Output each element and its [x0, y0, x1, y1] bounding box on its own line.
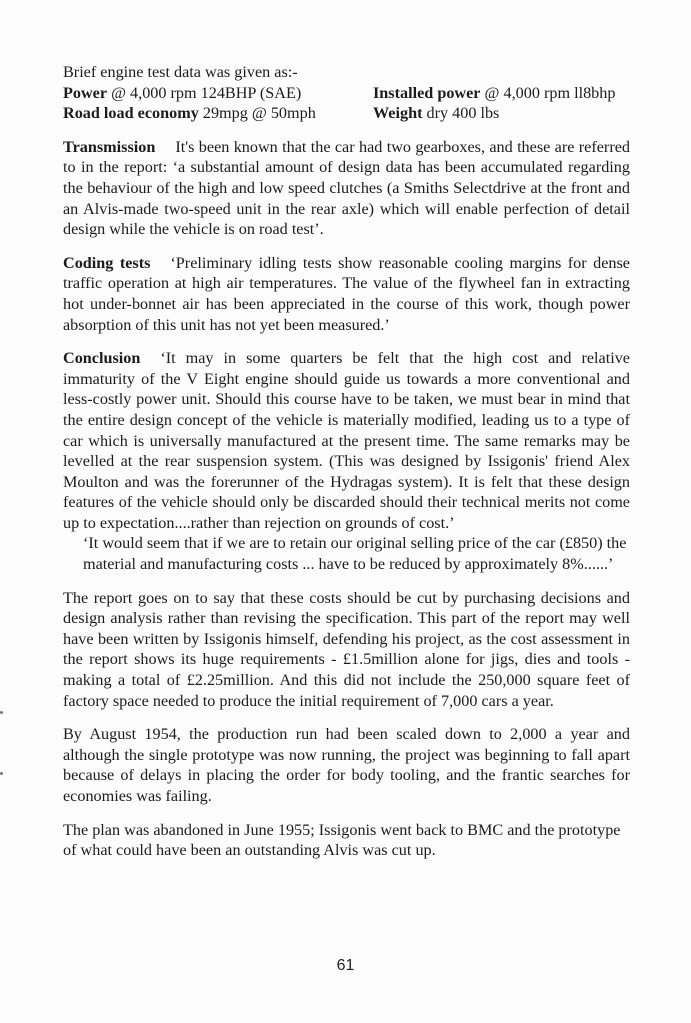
section-heading: Coding tests — [63, 253, 151, 272]
section-text: ‘Preliminary idling tests show reasonable cooling margins for dense traffic operation at high air temperatures. The value of the flywheel fan in extracting hot under-bonnet air has been appreciated in the course of this work, though power absorption of this unit has not yet been measured.’ — [63, 253, 630, 334]
margin-mark — [0, 711, 3, 714]
spec-label: Road load economy — [63, 104, 199, 123]
spec-installed-power — [373, 83, 630, 104]
conclusion-quote: ‘It would seem that if we are to retain our original selling price of the car (£850) the material and manufacturing costs ... have to be reduced by approximately 8%......’ — [83, 534, 627, 574]
paragraph-production-run: By August 1954, the production run had been scaled down to 2,000 a year and although the single prototype was now running, the project was beginning to fall apart because of delays in placing the order for body tooling, and the frantic searches for economies was failing. — [63, 725, 630, 805]
paragraph-plan-abandoned: The plan was abandoned in June 1955; Issigonis went back to BMC and the prototype of what could have been an outstanding Alvis was cut up. — [63, 820, 621, 860]
spec-road-load-economy — [63, 103, 373, 124]
section-heading: Transmission — [63, 137, 156, 156]
section-text: It's been known that the car had two gearboxes, and these are referred to in the report: ‘a substantial amount of design data has been accumulated regarding the behaviour of the high and low speed clutches (a Smiths Selectdrive at the front and an Alvis-made two-speed unit in the rear axle) which will enable perfection of detail design while the vehicle is on road test’. — [63, 137, 630, 239]
spec-value: dry 400 lbs — [422, 104, 500, 123]
spec-row-power — [63, 83, 630, 104]
section-conclusion — [63, 348, 630, 533]
spec-value: 29mpg @ 50mph — [198, 104, 316, 123]
section-heading: Conclusion — [63, 349, 141, 368]
spec-weight — [373, 103, 630, 124]
margin-mark — [0, 772, 3, 775]
page-body — [63, 62, 630, 861]
paragraph-cost-assessment: The report goes on to say that these costs should be cut by purchasing decisions and design analysis rather than revising the specification. This part of the report may well have been written by Issigonis himself, defending his project, as the cost assessment in the report shows its huge requirements - £1.5million alone for jigs, dies and tools - making a total of £2.25million. And this did not include the 250,000 square feet of factory space needed to produce the initial requirement of 7,000 cars a year. — [63, 588, 630, 710]
spec-row-economy — [63, 103, 630, 124]
section-text: ‘It may in some quarters be felt that the high cost and relative immaturity of the V Eight engine should guide us towards a more conventional and less-costly power unit. Should this course have to be taken, we must bear in mind that the entire design concept of the vehicle is materially modified, leading us to a type of car which is universally manufactured at the present time. The same remarks may be levelled at the rear suspension system. (This was designed by Issigonis' friend Alex Moulton and was the forerunner of the Hydragas system). It is felt that these design features of the vehicle should only be discarded should their technical merits not come up to expectation....rather than rejection on grounds of cost.’ — [63, 349, 630, 532]
page-number: 61 — [336, 957, 355, 974]
spec-value: @ 4,000 rpm ll8bhp — [480, 83, 616, 102]
section-transmission — [63, 137, 630, 240]
spec-label: Weight — [373, 104, 423, 123]
spec-value: @ 4,000 rpm 124BHP (SAE) — [107, 83, 302, 102]
section-coding-tests — [63, 253, 630, 335]
spec-label: Power — [63, 83, 108, 102]
engine-specs — [63, 62, 630, 124]
specs-intro: Brief engine test data was given as:- — [63, 63, 298, 81]
spec-power — [63, 83, 373, 104]
spec-label: Installed power — [373, 83, 481, 102]
